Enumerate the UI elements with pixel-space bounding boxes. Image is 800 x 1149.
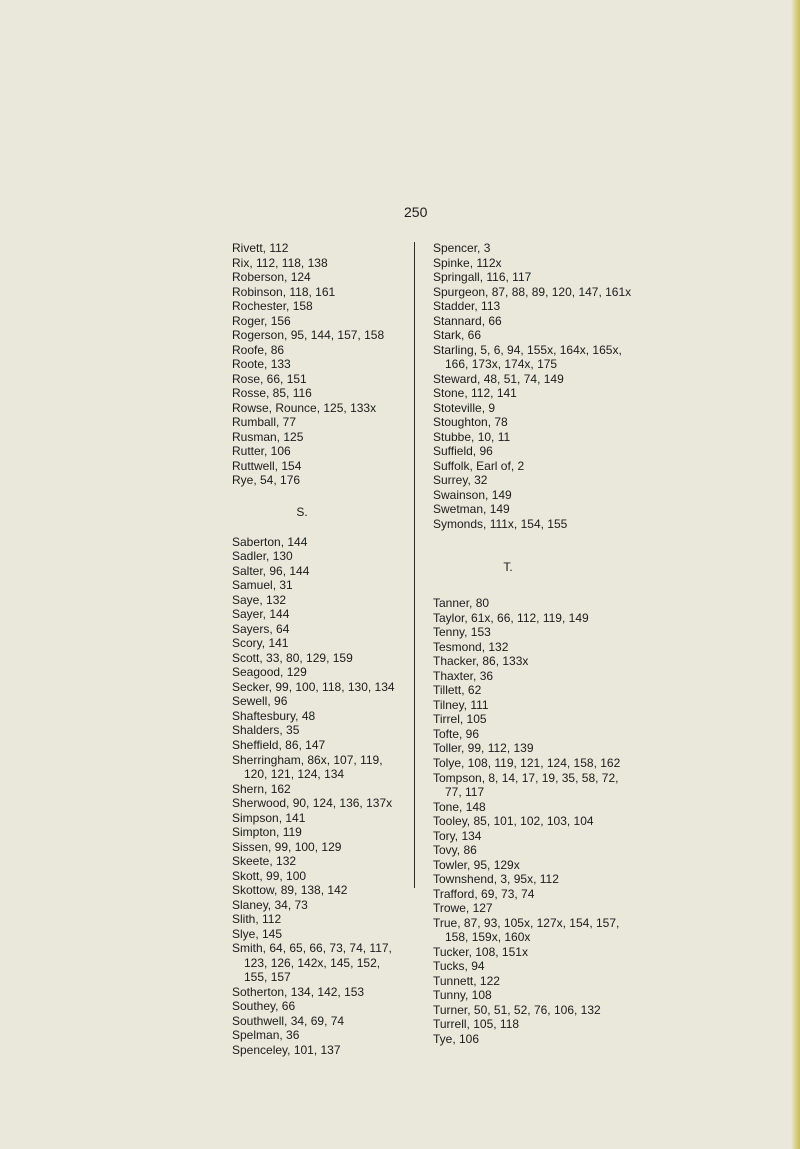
index-entry: Taylor, 61x, 66, 112, 119, 149	[433, 610, 589, 625]
index-entry: Rogerson, 95, 144, 157, 158	[232, 328, 385, 343]
index-entry: Sadler, 130	[232, 549, 293, 564]
index-entry: Tenny, 153	[433, 625, 491, 640]
index-entry: Tone, 148	[433, 799, 486, 814]
index-entry: Spenceley, 101, 137	[232, 1042, 341, 1057]
index-entry: Scott, 33, 80, 129, 159	[232, 650, 353, 665]
index-entry: Rivett, 112	[232, 241, 289, 255]
index-entry: Simpton, 119	[232, 825, 302, 840]
index-entry: Roberson, 124	[232, 270, 311, 285]
section-heading-t: T.	[503, 560, 513, 575]
index-entry: Tillett, 62	[433, 683, 482, 698]
index-entry: Stark, 66	[433, 328, 482, 343]
section-heading-s: S.	[296, 504, 308, 519]
index-entry: Thacker, 86, 133x	[433, 654, 529, 669]
index-entry: Simpson, 141	[232, 810, 306, 825]
index-entry: Skeete, 132	[232, 854, 297, 869]
index-entry: Tory, 134	[433, 828, 482, 843]
index-entry: Tovy, 86	[433, 843, 477, 858]
index-entry: Suffield, 96	[433, 444, 493, 459]
index-entry: Stannard, 66	[433, 313, 502, 328]
index-entry: Turrell, 105, 118	[433, 1017, 520, 1032]
index-entry: Spinke, 112x	[433, 255, 502, 270]
index-entry: Tilney, 111	[433, 697, 489, 712]
page-binding-edge	[791, 0, 800, 1149]
index-list-s	[232, 535, 402, 1058]
index-entry: Skott, 99, 100	[232, 868, 307, 883]
index-entry: Tanner, 80	[433, 596, 490, 611]
column-divider	[414, 242, 415, 888]
index-entry: Sherringham, 86x, 107, 119, 120, 121, 124, 134	[232, 752, 383, 782]
index-entry: Rowse, Rounce, 125, 133x	[232, 400, 377, 415]
index-entry: Spencer, 3	[433, 241, 491, 255]
index-entry: Southey, 66	[232, 999, 296, 1014]
index-entry: Secker, 99, 100, 118, 130, 134	[232, 679, 395, 694]
index-entry: Trafford, 69, 73, 74	[433, 886, 535, 901]
index-entry: Salter, 96, 144	[232, 563, 310, 578]
index-entry: Ruttwell, 154	[232, 458, 302, 473]
index-entry: Tunnett, 122	[433, 973, 500, 988]
index-entry: Tesmond, 132	[433, 639, 509, 654]
index-entry: Southwell, 34, 69, 74	[232, 1013, 345, 1028]
index-entry: Sayer, 144	[232, 607, 290, 622]
index-entry: Surrey, 32	[433, 473, 488, 488]
index-entry: Springall, 116, 117	[433, 270, 532, 285]
index-entry: Stubbe, 10, 11	[433, 429, 511, 444]
index-entry: Tye, 106	[433, 1031, 480, 1046]
index-entry: Slye, 145	[232, 926, 283, 941]
index-list-r	[232, 241, 402, 488]
index-entry: Saye, 132	[232, 592, 287, 607]
index-entry: Townshend, 3, 95x, 112	[433, 872, 559, 887]
index-entry: Rutter, 106	[232, 444, 291, 459]
index-entry: Shalders, 35	[232, 723, 300, 738]
index-entry: Slaney, 34, 73	[232, 897, 308, 912]
index-entry: Roofe, 86	[232, 342, 285, 357]
index-column-left	[232, 241, 402, 1057]
index-entry: Scory, 141	[232, 636, 289, 651]
index-entry: Sheffield, 86, 147	[232, 737, 326, 752]
index-entry: Swainson, 149	[433, 487, 512, 502]
index-entry: Sayers, 64	[232, 621, 290, 636]
index-entry: Shaftesbury, 48	[232, 708, 316, 723]
index-entry: Rosse, 85, 116	[232, 386, 312, 401]
index-entry: Rochester, 158	[232, 299, 313, 314]
index-entry: True, 87, 93, 105x, 127x, 154, 157, 158, 159x, 160x	[433, 915, 620, 945]
index-entry: Tooley, 85, 101, 102, 103, 104	[433, 814, 594, 829]
index-entry: Tirrel, 105	[433, 712, 487, 727]
index-entry: Skottow, 89, 138, 142	[232, 883, 348, 898]
index-entry: Steward, 48, 51, 74, 149	[433, 371, 564, 386]
index-entry: Starling, 5, 6, 94, 155x, 164x, 165x, 166, 173x, 174x, 175	[433, 342, 622, 372]
index-entry: Tompson, 8, 14, 17, 19, 35, 58, 72, 77, 117	[433, 770, 619, 800]
index-entry: Roger, 156	[232, 313, 291, 328]
index-entry: Shern, 162	[232, 781, 291, 796]
index-entry: Spurgeon, 87, 88, 89, 120, 147, 161x	[433, 284, 632, 299]
index-entry: Sewell, 96	[232, 694, 288, 709]
index-entry: Turner, 50, 51, 52, 76, 106, 132	[433, 1002, 601, 1017]
index-entry: Samuel, 31	[232, 578, 293, 593]
index-entry: Tucks, 94	[433, 959, 485, 974]
index-entry: Rumball, 77	[232, 415, 297, 430]
index-entry: Tolye, 108, 119, 121, 124, 158, 162	[433, 755, 621, 770]
index-entry: Stone, 112, 141	[433, 386, 517, 401]
index-entry: Sherwood, 90, 124, 136, 137x	[232, 796, 393, 811]
index-entry: Toller, 99, 112, 139	[433, 741, 534, 756]
index-entry: Symonds, 111x, 154, 155	[433, 516, 568, 531]
index-entry: Roote, 133	[232, 357, 291, 372]
page-number: 250	[404, 204, 428, 220]
index-entry: Tucker, 108, 151x	[433, 944, 528, 959]
index-entry: Rose, 66, 151	[232, 371, 307, 386]
index-entry: Trowe, 127	[433, 901, 493, 916]
index-list-s-continued	[433, 241, 633, 531]
index-entry: Stoteville, 9	[433, 400, 496, 415]
index-column-right	[433, 241, 633, 1046]
index-entry: Seagood, 129	[232, 665, 307, 680]
index-entry: Sotherton, 134, 142, 153	[232, 984, 365, 999]
index-entry: Stoughton, 78	[433, 415, 508, 430]
index-entry: Rye, 54, 176	[232, 473, 301, 488]
index-entry: Tofte, 96	[433, 726, 480, 741]
index-entry: Swetman, 149	[433, 502, 510, 517]
index-entry: Robinson, 118, 161	[232, 284, 336, 299]
index-entry: Rusman, 125	[232, 429, 304, 444]
index-entry: Spelman, 36	[232, 1028, 300, 1043]
index-list-t	[433, 596, 633, 1046]
index-entry: Smith, 64, 65, 66, 73, 74, 117, 123, 126, 142x, 145, 152, 155, 157	[232, 941, 392, 985]
index-entry: Stadder, 113	[433, 299, 501, 314]
index-entry: Tunny, 108	[433, 988, 492, 1003]
index-entry: Saberton, 144	[232, 534, 308, 549]
index-entry: Suffolk, Earl of, 2	[433, 458, 525, 473]
index-entry: Sissen, 99, 100, 129	[232, 839, 342, 854]
index-entry: Thaxter, 36	[433, 668, 494, 683]
index-entry: Towler, 95, 129x	[433, 857, 520, 872]
index-entry: Slith, 112	[232, 912, 282, 927]
index-entry: Rix, 112, 118, 138	[232, 255, 328, 270]
